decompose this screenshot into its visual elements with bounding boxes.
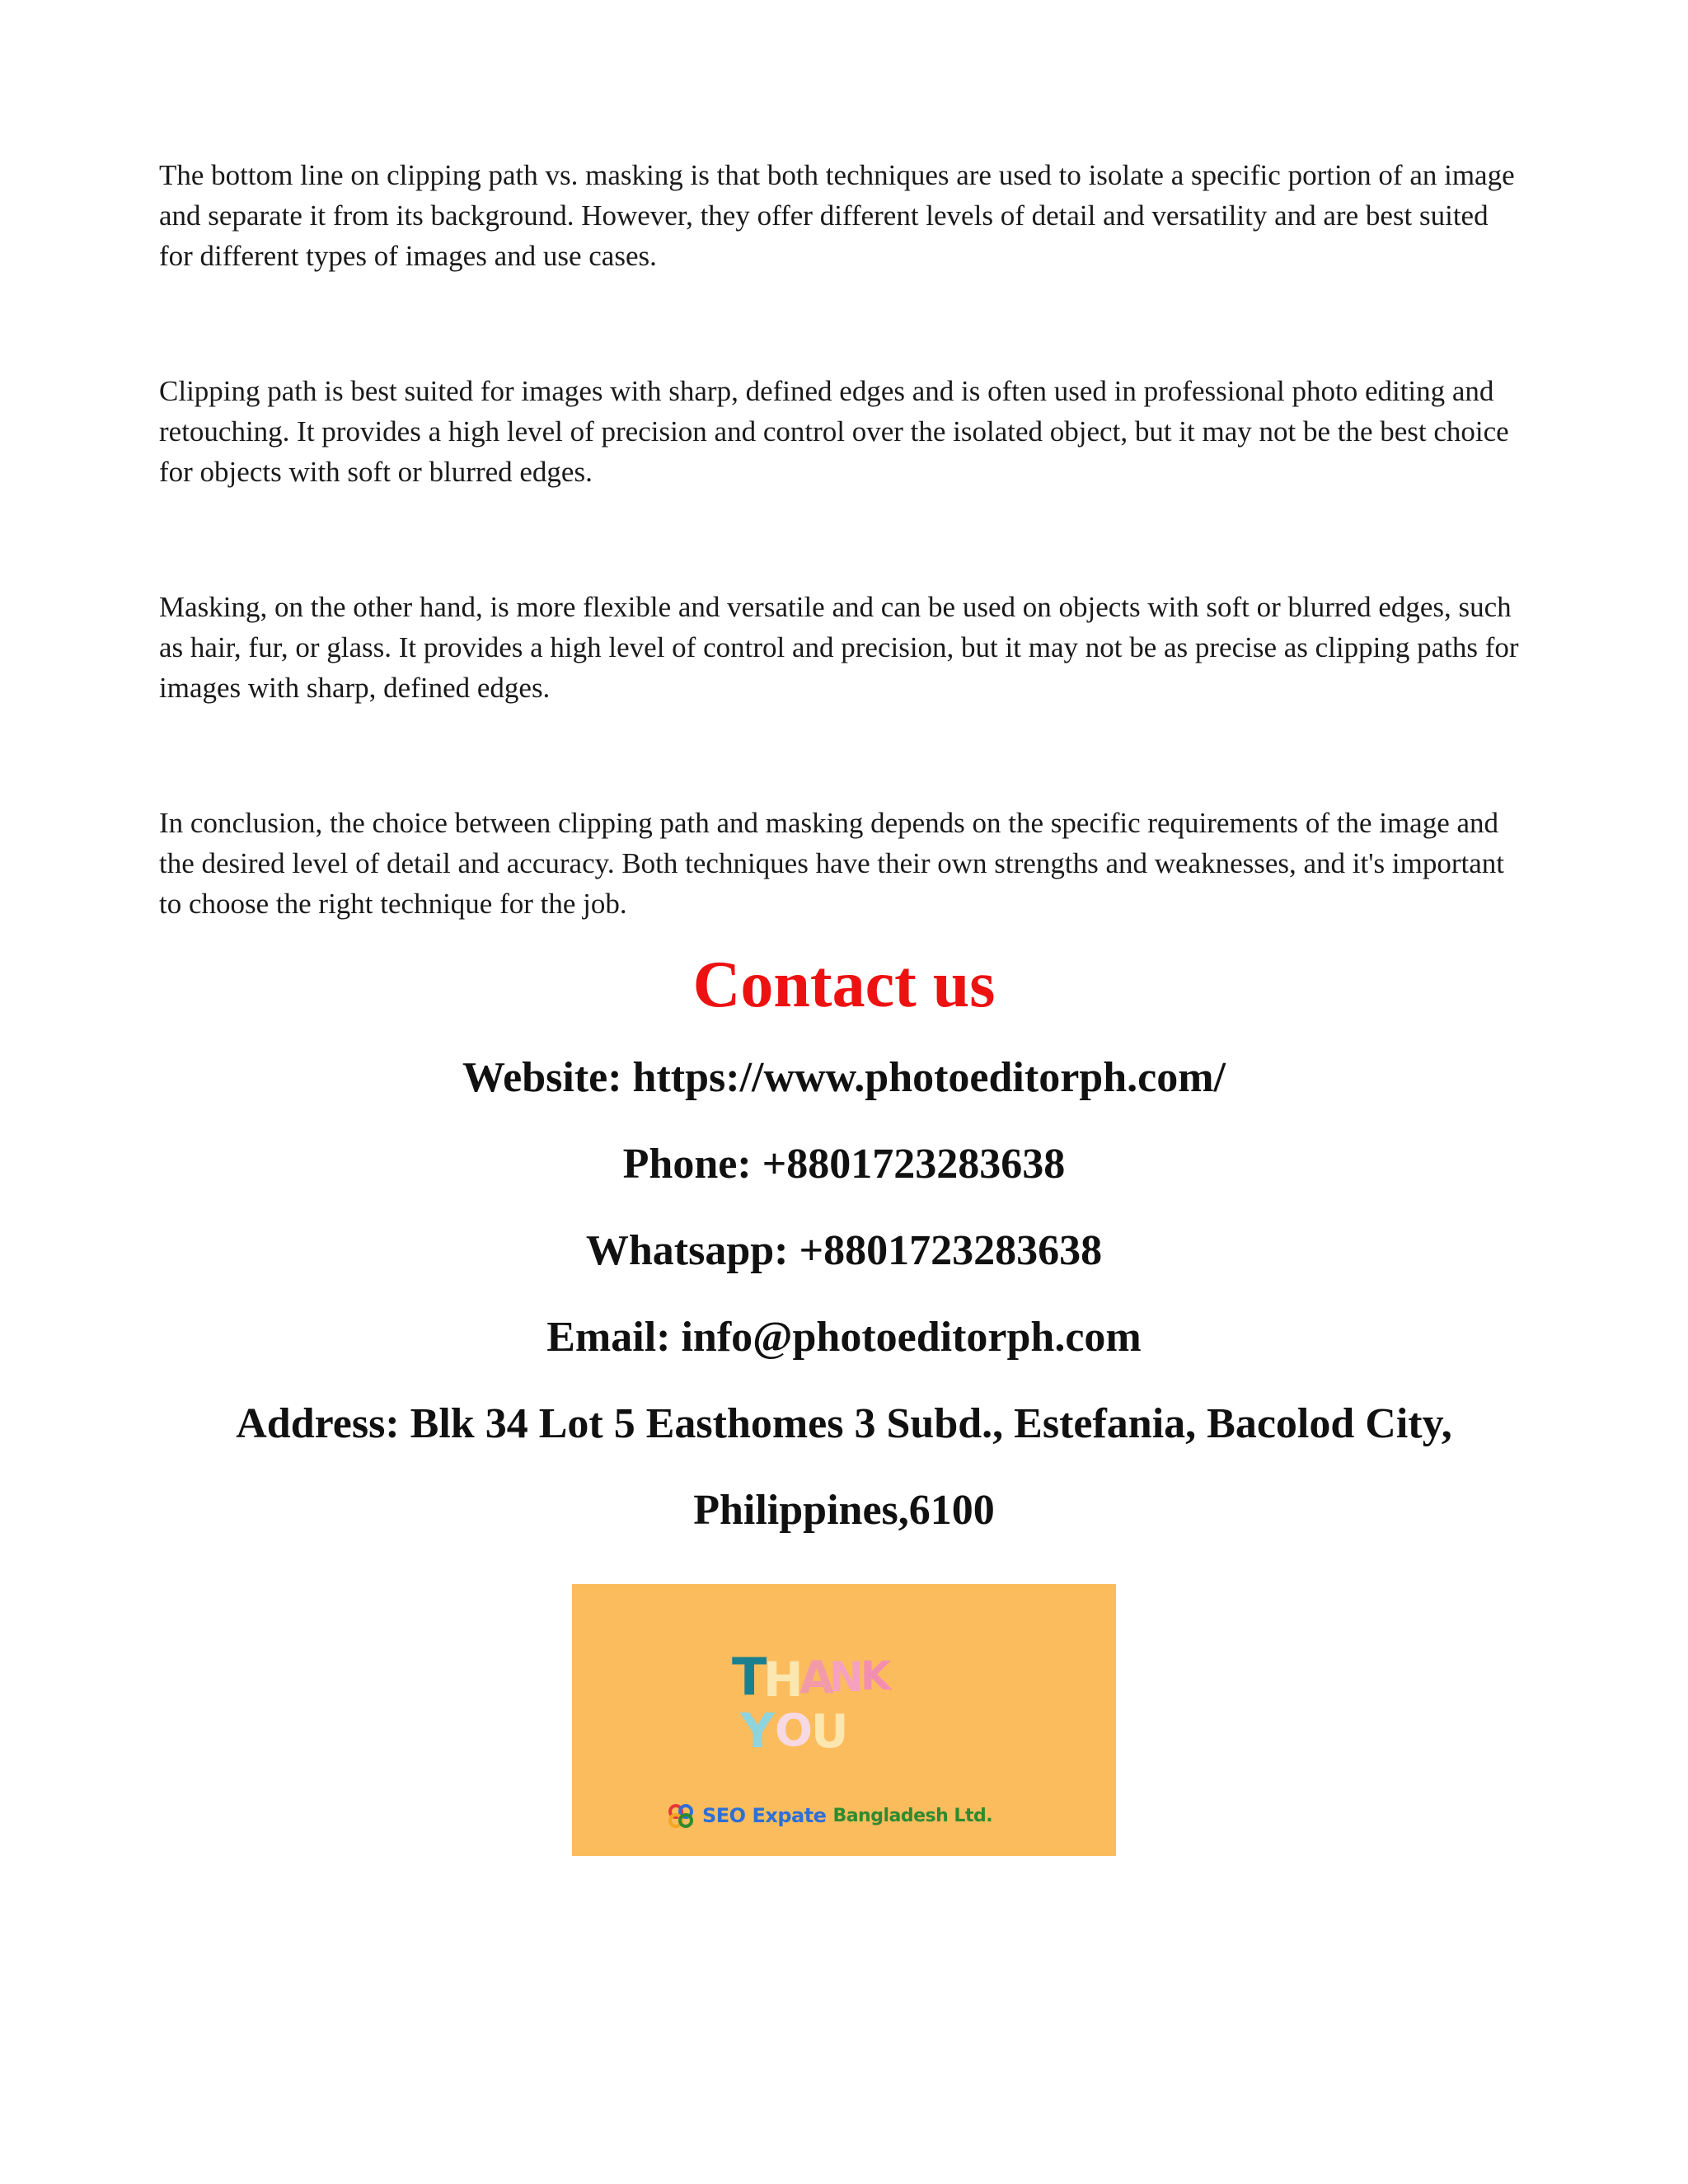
contact-section (0, 940, 1688, 1554)
address-line: Address: Blk 34 Lot 5 Easthomes 3 Subd., Estefania, Bacolod City, (236, 1400, 1452, 1447)
thank-you-banner (572, 1584, 1116, 1856)
seo-expate-logo-icon (666, 1803, 699, 1828)
paragraph: The bottom line on clipping path vs. masking is that both techniques are used to isolate a specific portion of an image and separate it from its background. However, they offer different levels of detail and versatility and are best suited for different types of images and use cases. (159, 159, 1515, 272)
contact-heading: Contact us (692, 949, 996, 1021)
you-letter: Y (740, 1703, 775, 1759)
address-line: Philippines,6100 (693, 1487, 995, 1534)
thank-letter: T (732, 1647, 767, 1707)
thank-letter: H (763, 1652, 804, 1708)
whatsapp-number: Whatsapp: +8801723283638 (585, 1227, 1103, 1274)
article-body (159, 155, 1527, 924)
paragraph: In conclusion, the choice between clipping path and masking depends on the specific requirements of the image and the desired level of detail and accuracy. Both techniques have their own strengths and weaknesses, and it's important to choose the right technique for the job. (159, 807, 1504, 920)
phone-number: Phone: +8801723283638 (622, 1141, 1066, 1188)
paragraph: Masking, on the other hand, is more flexible and versatile and can be used on objects with soft or blurred edges, such as hair, fur, or glass. It provides a high level of control and precision, but it may not be as precise as clipping paths for images with sharp, defined edges. (159, 591, 1519, 704)
thank-letter: N (829, 1653, 864, 1701)
paragraph: Clipping path is best suited for images with sharp, defined edges and is often used in professional photo editing and retouching. It provides a high level of precision and control over the isolated object, but it may not be the best choice for objects with soft or blurred edges. (159, 375, 1509, 488)
thank-letter: A (799, 1652, 834, 1704)
brand-name: SEO Expate (702, 1804, 827, 1827)
thank-letter: K (860, 1653, 892, 1699)
brand-logo (666, 1803, 992, 1828)
email-link[interactable]: Email: info@photoeditorph.com (546, 1314, 1142, 1361)
brand-suffix: Bangladesh Ltd. (832, 1805, 993, 1826)
you-letter: U (811, 1705, 849, 1759)
you-letter: O (775, 1704, 813, 1756)
website-link[interactable]: Website: https://www.photoeditorph.com/ (462, 1054, 1226, 1101)
